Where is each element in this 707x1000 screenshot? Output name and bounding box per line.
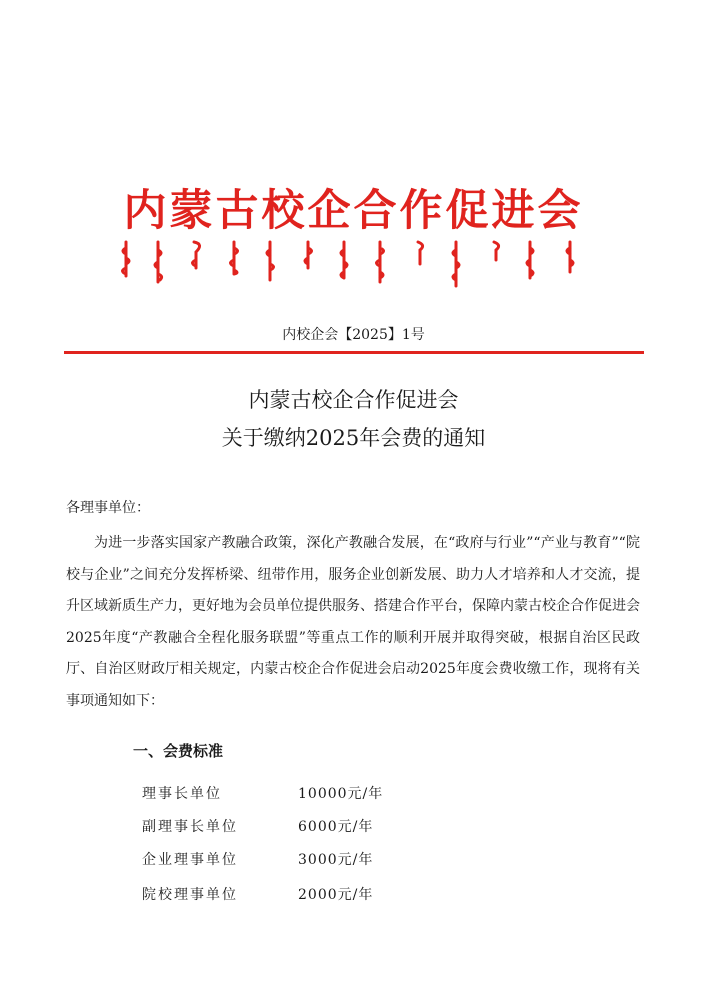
section-heading-fee-standard: 一、会费标准	[133, 742, 224, 760]
fee-amount: 6000元/年	[298, 819, 374, 835]
mongolian-script-letterhead	[118, 238, 588, 296]
fee-unit-name: 院校理事单位	[142, 887, 238, 903]
fee-row	[0, 847, 707, 873]
document-title-line-1: 内蒙古校企合作促进会	[248, 388, 459, 412]
fee-unit-name: 理事长单位	[142, 786, 222, 802]
fee-unit-name: 企业理事单位	[142, 852, 238, 868]
fee-row	[0, 781, 707, 807]
red-divider-line	[64, 351, 644, 354]
fee-row	[0, 882, 707, 908]
fee-unit-name: 副理事长单位	[142, 819, 238, 835]
body-paragraph: 为进一步落实国家产教融合政策，深化产教融合发展，在“政府与行业”“产业与教育”“院校与企业”之间充分发挥桥梁、纽带作用，服务企业创新发展、助力人才培养和人才交流，提升区域新质生产力，更好地为会员单位提供服务、搭建合作平台，保障内蒙古校企合作促进会2025年度“产教融合全程化服务联盟”等重点工作的顺利开展并取得突破，根据自治区民政厅、自治区财政厅相关规定，内蒙古校企合作促进会启动2025年度会费收缴工作，现将有关事项通知如下：	[66, 535, 640, 709]
document-title-line-2: 关于缴纳2025年会费的通知	[221, 426, 486, 450]
fee-amount: 2000元/年	[298, 887, 374, 903]
fee-row	[0, 814, 707, 840]
fee-amount: 3000元/年	[298, 852, 374, 868]
salutation: 各理事单位：	[66, 500, 150, 516]
fee-amount: 10000元/年	[298, 786, 384, 802]
document-number: 内校企会【2025】1号	[282, 327, 425, 343]
org-letterhead-title: 内蒙古校企合作促进会	[123, 186, 584, 236]
